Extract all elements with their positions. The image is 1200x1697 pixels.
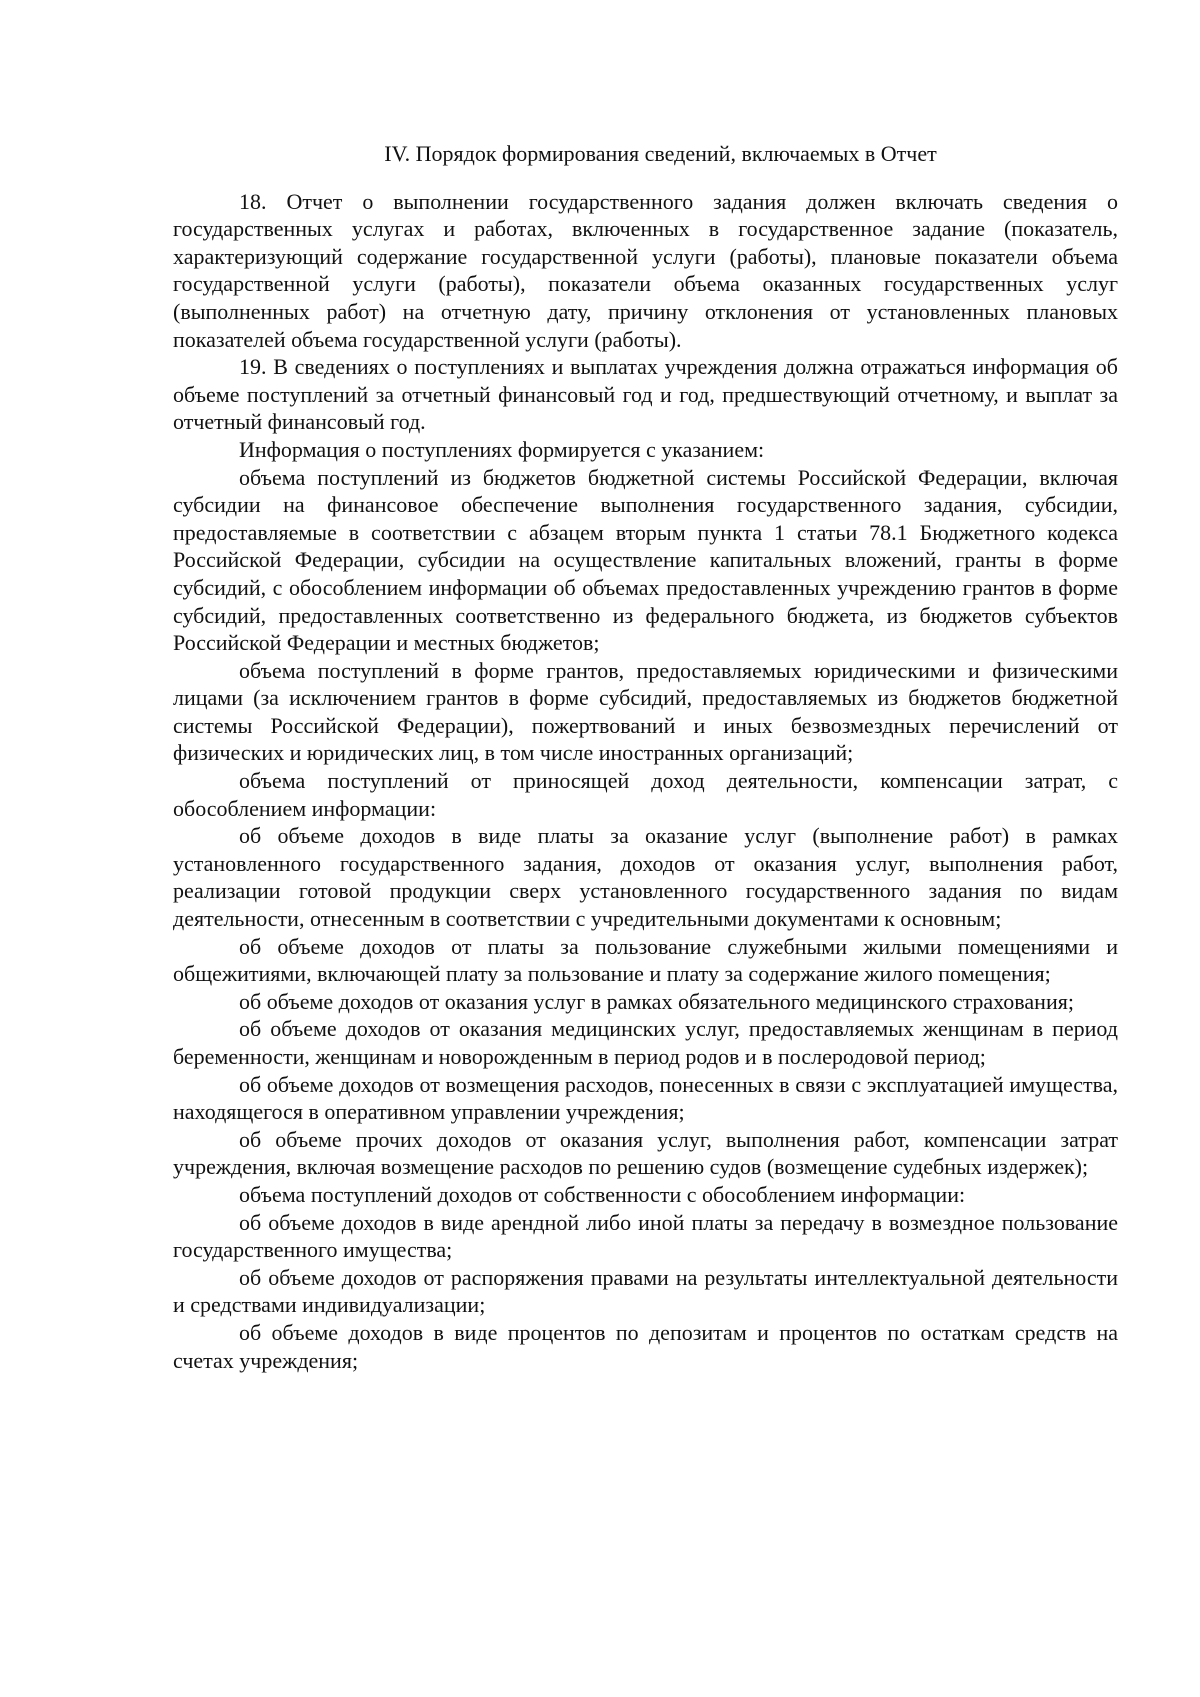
- paragraph-housing-fees: об объеме доходов от платы за пользование служебными жилыми помещениями и общежитиями, включающей плату за пользование и плату за содержание жилого помещения;: [173, 933, 1118, 987]
- paragraph-business-income: объема поступлений от приносящей доход деятельности, компенсации затрат, с обособлением информации:: [173, 768, 1118, 821]
- paragraph-grants-income: объема поступлений в форме грантов, предоставляемых юридическими и физическими лицами (за исключением грантов в форме субсидий, предоставляемых из бюджетов бюджетной системы Российской Федерации), пожертвований и иных безвозмездных перечислений от физических и юридических лиц, в том числе иностранных организаций;: [173, 657, 1118, 766]
- section-heading: IV. Порядок формирования сведений, включаемых в Отчет: [384, 141, 937, 166]
- paragraph-medical-insurance: об объеме доходов от оказания услуг в рамках обязательного медицинского страхования;: [239, 988, 1074, 1014]
- paragraph-other-income: об объеме прочих доходов от оказания услуг, выполнения работ, компенсации затрат учреждения, включая возмещение расходов по решению судов (возмещение судебных издержек);: [173, 1126, 1118, 1180]
- paragraph-rent-income: об объеме доходов в виде арендной либо иной платы за передачу в возмездное пользование государственного имущества;: [173, 1209, 1118, 1263]
- paragraph-property-expenses: об объеме доходов от возмещения расходов, понесенных в связи с эксплуатацией имущества, находящегося в оперативном управлении учреждения;: [173, 1071, 1118, 1125]
- paragraph-19: 19. В сведениях о поступлениях и выплатах учреждения должна отражаться информация об объеме поступлений за отчетный финансовый год и год, предшествующий отчетному, и выплат за отчетный финансовый год.: [173, 354, 1118, 435]
- paragraph-18: 18. Отчет о выполнении государственного задания должен включать сведения о государственных услугах и работах, включенных в государственное задание (показатель, характеризующий содержание государственной услуги (работы), плановые показатели объема государственной услуги (работы), показатели объема оказанных государственных услуг (выполненных работ) на отчетную дату, причину отклонения от установленных плановых показателей объема государственной услуги (работы).: [173, 188, 1118, 352]
- paragraph-maternity-services: об объеме доходов от оказания медицинских услуг, предоставляемых женщинам в период беременности, женщинам и новорожденным в период родов и в послеродовой период;: [173, 1016, 1118, 1069]
- paragraph-budget-income: объема поступлений из бюджетов бюджетной системы Российской Федерации, включая субсидии на финансовое обеспечение выполнения государственного задания, субсидии, предоставляемые в соответствии с абзацем вторым пункта 1 статьи 78.1 Бюджетного кодекса Российской Федерации, субсидии на осуществление капитальных вложений, гранты в форме субсидий, с обособлением информации об объемах предоставленных учреждению грантов в форме субсидий, предоставленных соответственно из федерального бюджета, из бюджетов субъектов Российской Федерации и местных бюджетов;: [173, 464, 1118, 656]
- paragraph-income-intro: Информация о поступлениях формируется с указанием:: [239, 436, 765, 462]
- paragraph-service-fees: об объеме доходов в виде платы за оказание услуг (выполнение работ) в рамках установленного государственного задания, доходов от оказания услуг, выполнения работ, реализации готовой продукции сверх установленного государственного задания по видам деятельности, отнесенным в соответствии с учредительными документами к основным;: [173, 823, 1118, 932]
- paragraph-ip-income: об объеме доходов от распоряжения правами на результаты интеллектуальной деятельности и средствами индивидуализации;: [173, 1264, 1118, 1318]
- paragraph-property-income: объема поступлений доходов от собственности с обособлением информации:: [239, 1181, 966, 1207]
- paragraph-interest-income: об объеме доходов в виде процентов по депозитам и процентов по остаткам средств на счетах учреждения;: [173, 1319, 1118, 1373]
